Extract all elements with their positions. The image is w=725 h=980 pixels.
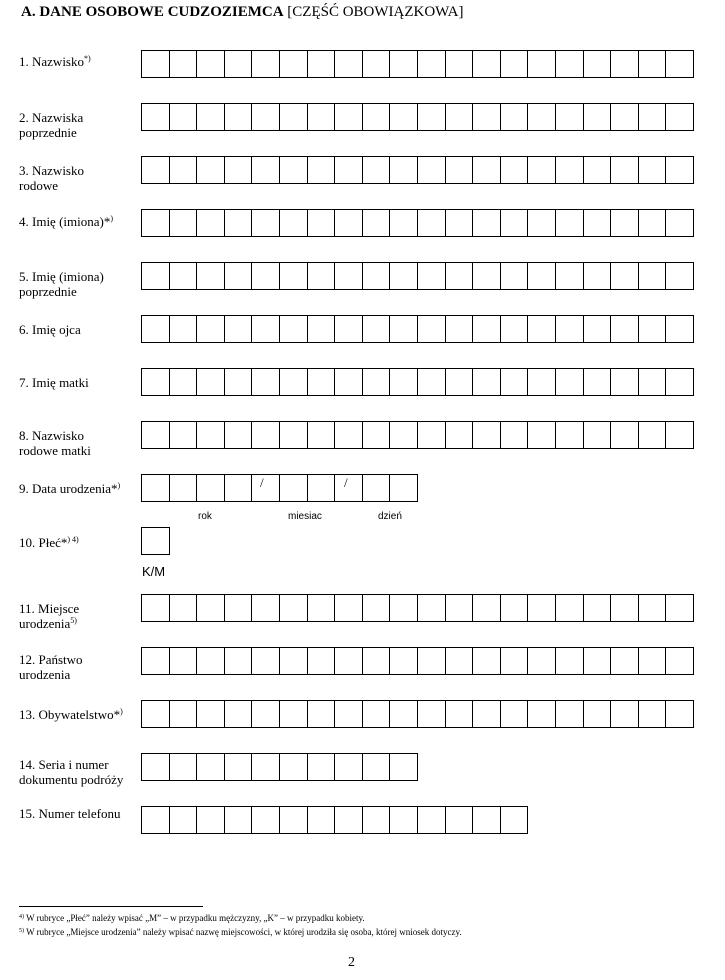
char-box[interactable] bbox=[528, 368, 556, 396]
char-box[interactable] bbox=[308, 262, 336, 290]
char-box[interactable] bbox=[335, 806, 363, 834]
char-box[interactable] bbox=[556, 103, 584, 131]
char-box[interactable] bbox=[170, 700, 198, 728]
char-box[interactable] bbox=[501, 421, 529, 449]
char-box[interactable] bbox=[446, 103, 474, 131]
char-box[interactable] bbox=[142, 156, 170, 184]
char-box[interactable] bbox=[611, 700, 639, 728]
char-box[interactable] bbox=[528, 594, 556, 622]
char-box[interactable] bbox=[142, 315, 170, 343]
char-box[interactable] bbox=[584, 156, 612, 184]
char-box[interactable] bbox=[363, 262, 391, 290]
char-box[interactable] bbox=[280, 594, 308, 622]
char-box[interactable] bbox=[170, 50, 198, 78]
char-box[interactable] bbox=[418, 368, 446, 396]
char-box[interactable] bbox=[390, 594, 418, 622]
char-box[interactable] bbox=[142, 368, 170, 396]
char-box[interactable] bbox=[501, 594, 529, 622]
char-box[interactable] bbox=[666, 315, 694, 343]
char-box[interactable] bbox=[363, 753, 391, 781]
char-box[interactable] bbox=[556, 700, 584, 728]
char-box[interactable] bbox=[418, 421, 446, 449]
phone-number-boxes[interactable] bbox=[141, 806, 528, 834]
char-box[interactable] bbox=[142, 50, 170, 78]
father-name-boxes[interactable] bbox=[141, 315, 694, 343]
char-box[interactable] bbox=[584, 262, 612, 290]
char-box[interactable] bbox=[611, 421, 639, 449]
label-date-of-birth: 9. Data urodzenia*) bbox=[19, 481, 121, 496]
char-box[interactable] bbox=[666, 368, 694, 396]
char-box[interactable] bbox=[639, 209, 667, 237]
char-box[interactable] bbox=[142, 474, 170, 502]
char-box[interactable] bbox=[363, 156, 391, 184]
char-box[interactable] bbox=[170, 209, 198, 237]
char-box[interactable] bbox=[584, 368, 612, 396]
label-father-name: 6. Imię ojca bbox=[19, 322, 81, 337]
char-box[interactable] bbox=[473, 50, 501, 78]
char-box[interactable] bbox=[308, 209, 336, 237]
char-box[interactable] bbox=[390, 315, 418, 343]
char-box[interactable] bbox=[639, 700, 667, 728]
char-box[interactable] bbox=[446, 262, 474, 290]
label-surname: 1. Nazwisko*) bbox=[19, 54, 91, 69]
char-box[interactable] bbox=[528, 647, 556, 675]
char-box[interactable] bbox=[170, 753, 198, 781]
char-box[interactable] bbox=[666, 262, 694, 290]
char-box[interactable] bbox=[528, 262, 556, 290]
char-box[interactable] bbox=[528, 156, 556, 184]
char-box[interactable] bbox=[666, 50, 694, 78]
char-box[interactable] bbox=[335, 753, 363, 781]
char-box[interactable] bbox=[142, 594, 170, 622]
char-box[interactable] bbox=[666, 700, 694, 728]
char-box[interactable] bbox=[611, 315, 639, 343]
char-box[interactable] bbox=[142, 262, 170, 290]
char-box[interactable] bbox=[473, 647, 501, 675]
char-box[interactable] bbox=[170, 368, 198, 396]
char-box[interactable] bbox=[335, 209, 363, 237]
char-box[interactable] bbox=[446, 315, 474, 343]
date-month-caption: miesiac bbox=[288, 511, 322, 522]
char-box[interactable] bbox=[197, 700, 225, 728]
char-box[interactable] bbox=[446, 421, 474, 449]
char-box[interactable] bbox=[501, 647, 529, 675]
char-box[interactable] bbox=[280, 156, 308, 184]
char-box[interactable] bbox=[556, 421, 584, 449]
char-box[interactable] bbox=[584, 647, 612, 675]
label-citizenship: 13. Obywatelstwo*) bbox=[19, 707, 123, 722]
char-box[interactable] bbox=[611, 262, 639, 290]
char-box[interactable] bbox=[528, 103, 556, 131]
char-box[interactable] bbox=[501, 315, 529, 343]
char-box[interactable] bbox=[170, 103, 198, 131]
char-box[interactable] bbox=[252, 262, 280, 290]
char-box[interactable] bbox=[308, 753, 336, 781]
char-box[interactable] bbox=[335, 700, 363, 728]
char-box[interactable] bbox=[335, 156, 363, 184]
char-box[interactable] bbox=[225, 647, 253, 675]
char-box[interactable] bbox=[611, 368, 639, 396]
char-box[interactable] bbox=[446, 209, 474, 237]
char-box[interactable] bbox=[142, 527, 170, 555]
char-box[interactable] bbox=[528, 50, 556, 78]
char-box[interactable] bbox=[473, 368, 501, 396]
char-box[interactable] bbox=[197, 156, 225, 184]
first-names-boxes[interactable] bbox=[141, 209, 694, 237]
country-of-birth-boxes[interactable] bbox=[141, 647, 694, 675]
char-box[interactable] bbox=[142, 753, 170, 781]
char-box[interactable] bbox=[363, 103, 391, 131]
char-box[interactable] bbox=[363, 315, 391, 343]
char-box[interactable] bbox=[225, 753, 253, 781]
section-heading bbox=[21, 4, 464, 21]
char-box[interactable] bbox=[308, 156, 336, 184]
char-box[interactable] bbox=[252, 368, 280, 396]
label-mother-name: 7. Imię matki bbox=[19, 375, 89, 390]
char-box[interactable] bbox=[418, 156, 446, 184]
char-box[interactable] bbox=[170, 262, 198, 290]
char-box[interactable] bbox=[335, 421, 363, 449]
char-box[interactable] bbox=[363, 474, 391, 502]
char-box[interactable] bbox=[446, 647, 474, 675]
place-of-birth-boxes[interactable] bbox=[141, 594, 694, 622]
char-box[interactable] bbox=[556, 50, 584, 78]
char-box[interactable] bbox=[363, 594, 391, 622]
char-box[interactable] bbox=[280, 647, 308, 675]
char-box[interactable] bbox=[170, 647, 198, 675]
previous-surnames-boxes[interactable] bbox=[141, 103, 694, 131]
char-box[interactable] bbox=[390, 156, 418, 184]
char-box[interactable] bbox=[142, 421, 170, 449]
label-mother-family-name: 8. Nazwisko rodowe matki bbox=[19, 428, 91, 458]
char-box[interactable] bbox=[363, 421, 391, 449]
char-box[interactable] bbox=[390, 103, 418, 131]
char-box[interactable] bbox=[363, 368, 391, 396]
char-box[interactable] bbox=[252, 50, 280, 78]
char-box[interactable] bbox=[252, 103, 280, 131]
char-box[interactable] bbox=[225, 474, 253, 502]
char-box[interactable] bbox=[473, 315, 501, 343]
char-box[interactable] bbox=[501, 368, 529, 396]
char-box[interactable] bbox=[280, 103, 308, 131]
char-box[interactable] bbox=[418, 262, 446, 290]
char-box[interactable] bbox=[639, 368, 667, 396]
char-box[interactable] bbox=[363, 647, 391, 675]
char-box[interactable] bbox=[225, 156, 253, 184]
char-box[interactable] bbox=[418, 315, 446, 343]
char-box[interactable] bbox=[666, 421, 694, 449]
char-box[interactable] bbox=[501, 700, 529, 728]
char-box[interactable] bbox=[280, 474, 308, 502]
char-box[interactable] bbox=[363, 209, 391, 237]
char-box[interactable] bbox=[308, 474, 336, 502]
char-box[interactable] bbox=[335, 50, 363, 78]
char-box[interactable] bbox=[170, 315, 198, 343]
char-box[interactable] bbox=[390, 368, 418, 396]
family-name-boxes[interactable] bbox=[141, 156, 694, 184]
date-of-birth-boxes[interactable] bbox=[141, 474, 418, 502]
char-box[interactable] bbox=[418, 209, 446, 237]
surname-boxes[interactable] bbox=[141, 50, 694, 78]
section-subtitle: [CZĘŚĆ OBOWIĄZKOWA] bbox=[287, 4, 464, 20]
char-box[interactable] bbox=[639, 156, 667, 184]
char-box[interactable] bbox=[611, 103, 639, 131]
char-box[interactable] bbox=[363, 50, 391, 78]
char-box[interactable] bbox=[252, 806, 280, 834]
char-box[interactable] bbox=[197, 50, 225, 78]
char-box[interactable] bbox=[252, 156, 280, 184]
char-box[interactable] bbox=[390, 806, 418, 834]
char-box[interactable] bbox=[666, 103, 694, 131]
char-box[interactable] bbox=[446, 156, 474, 184]
char-box[interactable] bbox=[252, 421, 280, 449]
char-box[interactable] bbox=[501, 262, 529, 290]
char-box[interactable] bbox=[335, 262, 363, 290]
char-box[interactable] bbox=[390, 700, 418, 728]
char-box[interactable] bbox=[611, 209, 639, 237]
previous-first-names-boxes[interactable] bbox=[141, 262, 694, 290]
char-box[interactable] bbox=[197, 753, 225, 781]
char-box[interactable] bbox=[170, 421, 198, 449]
char-box[interactable] bbox=[225, 262, 253, 290]
char-box[interactable] bbox=[666, 647, 694, 675]
char-box[interactable] bbox=[556, 315, 584, 343]
char-box[interactable] bbox=[308, 368, 336, 396]
char-box[interactable] bbox=[308, 315, 336, 343]
char-box[interactable] bbox=[584, 700, 612, 728]
char-box[interactable] bbox=[170, 156, 198, 184]
char-box[interactable] bbox=[197, 315, 225, 343]
char-box[interactable] bbox=[584, 50, 612, 78]
char-box[interactable] bbox=[446, 594, 474, 622]
char-box[interactable] bbox=[225, 315, 253, 343]
char-box[interactable] bbox=[473, 806, 501, 834]
date-year-caption: rok bbox=[198, 511, 212, 522]
mother-name-boxes[interactable] bbox=[141, 368, 694, 396]
char-box[interactable] bbox=[418, 700, 446, 728]
label-previous-first-names: 5. Imię (imiona) poprzednie bbox=[19, 269, 104, 299]
char-box[interactable] bbox=[639, 103, 667, 131]
char-box[interactable] bbox=[666, 209, 694, 237]
sex-option-hint: K/M bbox=[142, 564, 166, 579]
char-box[interactable] bbox=[280, 262, 308, 290]
char-box[interactable] bbox=[335, 315, 363, 343]
char-box[interactable] bbox=[197, 474, 225, 502]
char-box[interactable] bbox=[197, 421, 225, 449]
char-box[interactable] bbox=[142, 806, 170, 834]
char-box[interactable] bbox=[363, 806, 391, 834]
char-box[interactable] bbox=[308, 50, 336, 78]
char-box[interactable] bbox=[556, 156, 584, 184]
char-box[interactable] bbox=[280, 209, 308, 237]
char-box[interactable] bbox=[308, 647, 336, 675]
char-box[interactable] bbox=[170, 594, 198, 622]
char-box[interactable] bbox=[639, 647, 667, 675]
date-separator-1: / bbox=[260, 475, 264, 490]
char-box[interactable] bbox=[390, 209, 418, 237]
char-box[interactable] bbox=[197, 806, 225, 834]
label-phone-number: 15. Numer telefonu bbox=[19, 806, 121, 821]
char-box[interactable] bbox=[280, 753, 308, 781]
char-box[interactable] bbox=[197, 209, 225, 237]
date-separator-2: / bbox=[344, 475, 348, 490]
char-box[interactable] bbox=[611, 647, 639, 675]
char-box[interactable] bbox=[556, 594, 584, 622]
char-box[interactable] bbox=[280, 50, 308, 78]
char-box[interactable] bbox=[197, 594, 225, 622]
char-box[interactable] bbox=[335, 368, 363, 396]
char-box[interactable] bbox=[528, 421, 556, 449]
char-box[interactable] bbox=[501, 103, 529, 131]
char-box[interactable] bbox=[280, 700, 308, 728]
char-box[interactable] bbox=[584, 103, 612, 131]
char-box[interactable] bbox=[225, 103, 253, 131]
char-box[interactable] bbox=[142, 103, 170, 131]
char-box[interactable] bbox=[252, 209, 280, 237]
char-box[interactable] bbox=[335, 103, 363, 131]
char-box[interactable] bbox=[556, 647, 584, 675]
char-box[interactable] bbox=[584, 315, 612, 343]
char-box[interactable] bbox=[197, 647, 225, 675]
char-box[interactable] bbox=[639, 594, 667, 622]
footnote-4: $^{4)}$ W rubryce „Płeć” należy wpisać „M” – w przypadku mężczyzny, „K” – w przypadku kobiety. bbox=[19, 913, 365, 923]
char-box[interactable] bbox=[528, 315, 556, 343]
char-box[interactable] bbox=[280, 368, 308, 396]
label-first-names: 4. Imię (imiona)*) bbox=[19, 214, 114, 229]
char-box[interactable] bbox=[666, 594, 694, 622]
char-box[interactable] bbox=[501, 50, 529, 78]
section-title: A. DANE OSOBOWE CUDZOZIEMCA bbox=[21, 4, 284, 20]
date-day-caption: dzień bbox=[378, 511, 402, 522]
citizenship-boxes[interactable] bbox=[141, 700, 694, 728]
char-box[interactable] bbox=[280, 315, 308, 343]
char-box[interactable] bbox=[390, 647, 418, 675]
char-box[interactable] bbox=[225, 594, 253, 622]
char-box[interactable] bbox=[142, 647, 170, 675]
label-travel-document: 14. Seria i numer dokumentu podróży bbox=[19, 757, 124, 787]
footnote-5: $^{5)}$ W rubryce „Miejsce urodzenia” należy wpisać nazwę miejscowości, w której urodziła się osoba, której wniosek dotyczy. bbox=[19, 927, 462, 937]
char-box[interactable] bbox=[252, 594, 280, 622]
char-box[interactable] bbox=[280, 421, 308, 449]
sex-box[interactable] bbox=[141, 527, 170, 555]
char-box[interactable] bbox=[308, 700, 336, 728]
char-box[interactable] bbox=[225, 421, 253, 449]
mother-family-name-boxes[interactable] bbox=[141, 421, 694, 449]
char-box[interactable] bbox=[335, 594, 363, 622]
char-box[interactable] bbox=[418, 103, 446, 131]
char-box[interactable] bbox=[170, 806, 198, 834]
char-box[interactable] bbox=[473, 421, 501, 449]
char-box[interactable] bbox=[142, 700, 170, 728]
char-box[interactable] bbox=[390, 753, 418, 781]
footnote-divider bbox=[19, 906, 203, 907]
char-box[interactable] bbox=[556, 209, 584, 237]
char-box[interactable] bbox=[639, 262, 667, 290]
travel-document-boxes[interactable] bbox=[141, 753, 418, 781]
char-box[interactable] bbox=[308, 594, 336, 622]
char-box[interactable] bbox=[363, 700, 391, 728]
char-box[interactable] bbox=[308, 421, 336, 449]
char-box[interactable] bbox=[473, 262, 501, 290]
char-box[interactable] bbox=[225, 806, 253, 834]
char-box[interactable] bbox=[418, 594, 446, 622]
char-box[interactable] bbox=[252, 647, 280, 675]
label-previous-surnames: 2. Nazwiska poprzednie bbox=[19, 110, 84, 140]
char-box[interactable] bbox=[501, 156, 529, 184]
char-box[interactable] bbox=[252, 753, 280, 781]
char-box[interactable] bbox=[501, 209, 529, 237]
char-box[interactable] bbox=[170, 474, 198, 502]
char-box[interactable] bbox=[252, 315, 280, 343]
char-box[interactable] bbox=[446, 368, 474, 396]
char-box[interactable] bbox=[446, 700, 474, 728]
char-box[interactable] bbox=[335, 647, 363, 675]
char-box[interactable] bbox=[528, 209, 556, 237]
char-box[interactable] bbox=[473, 103, 501, 131]
char-box[interactable] bbox=[225, 368, 253, 396]
char-box[interactable] bbox=[225, 209, 253, 237]
char-box[interactable] bbox=[142, 209, 170, 237]
char-box[interactable] bbox=[225, 700, 253, 728]
char-box[interactable] bbox=[308, 103, 336, 131]
char-box[interactable] bbox=[197, 262, 225, 290]
label-place-of-birth: 11. Miejsce urodzenia$^{5)}$ bbox=[19, 601, 80, 631]
char-box[interactable] bbox=[252, 474, 280, 502]
char-box[interactable] bbox=[584, 209, 612, 237]
char-box[interactable] bbox=[390, 474, 418, 502]
char-box[interactable] bbox=[252, 700, 280, 728]
page-number: 2 bbox=[348, 955, 355, 970]
char-box[interactable] bbox=[418, 647, 446, 675]
char-box[interactable] bbox=[584, 594, 612, 622]
char-box[interactable] bbox=[584, 421, 612, 449]
char-box[interactable] bbox=[611, 50, 639, 78]
char-box[interactable] bbox=[390, 262, 418, 290]
char-box[interactable] bbox=[197, 368, 225, 396]
char-box[interactable] bbox=[611, 594, 639, 622]
label-country-of-birth: 12. Państwo urodzenia bbox=[19, 652, 83, 682]
char-box[interactable] bbox=[197, 103, 225, 131]
char-box[interactable] bbox=[501, 806, 529, 834]
char-box[interactable] bbox=[556, 262, 584, 290]
char-box[interactable] bbox=[280, 806, 308, 834]
char-box[interactable] bbox=[639, 315, 667, 343]
char-box[interactable] bbox=[639, 421, 667, 449]
char-box[interactable] bbox=[556, 368, 584, 396]
char-box[interactable] bbox=[308, 806, 336, 834]
char-box[interactable] bbox=[225, 50, 253, 78]
char-box[interactable] bbox=[611, 156, 639, 184]
char-box[interactable] bbox=[390, 50, 418, 78]
char-box[interactable] bbox=[528, 700, 556, 728]
label-sex: 10. Płeć*$^{) 4)}$ bbox=[19, 535, 79, 550]
char-box[interactable] bbox=[473, 700, 501, 728]
char-box[interactable] bbox=[473, 594, 501, 622]
char-box[interactable] bbox=[639, 50, 667, 78]
char-box[interactable] bbox=[473, 209, 501, 237]
char-box[interactable] bbox=[446, 50, 474, 78]
label-family-name: 3. Nazwisko rodowe bbox=[19, 163, 84, 193]
char-box[interactable] bbox=[446, 806, 474, 834]
char-box[interactable] bbox=[418, 50, 446, 78]
char-box[interactable] bbox=[335, 474, 363, 502]
char-box[interactable] bbox=[418, 806, 446, 834]
char-box[interactable] bbox=[390, 421, 418, 449]
char-box[interactable] bbox=[666, 156, 694, 184]
char-box[interactable] bbox=[473, 156, 501, 184]
